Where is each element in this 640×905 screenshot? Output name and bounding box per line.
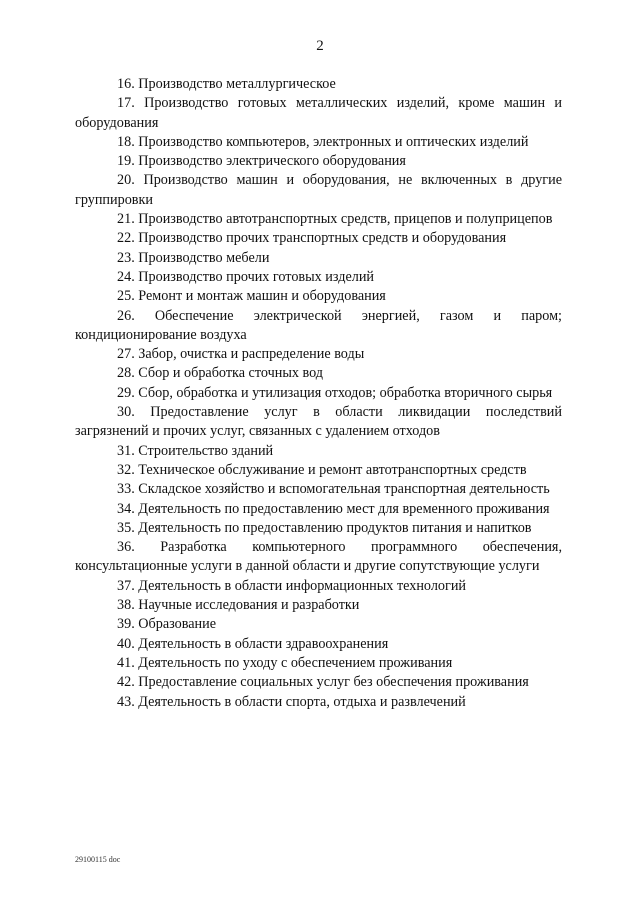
- list-item: 18. Производство компьютеров, электронных и оптических изделий: [117, 133, 529, 150]
- list-item: 35. Деятельность по предоставлению продуктов питания и напитков: [117, 519, 532, 536]
- list-item: 36. Разработка компьютерного программного обеспечения, консультационные услуги в данной области и другие сопутствующие услуги: [75, 539, 562, 575]
- list-item: 28. Сбор и обработка сточных вод: [117, 365, 324, 382]
- list-item: 24. Производство прочих готовых изделий: [117, 268, 375, 285]
- list-item: 42. Предоставление социальных услуг без обеспечения проживания: [117, 674, 529, 691]
- list-item: 39. Образование: [117, 616, 217, 633]
- list-item: 27. Забор, очистка и распределение воды: [117, 346, 365, 363]
- file-reference-footer: 29100115 doc: [75, 855, 121, 864]
- list-item: 40. Деятельность в области здравоохранения: [117, 635, 389, 652]
- list-item: 22. Производство прочих транспортных средств и оборудования: [117, 230, 507, 247]
- list-item: 37. Деятельность в области информационных технологий: [117, 577, 467, 594]
- list-item: 25. Ремонт и монтаж машин и оборудования: [117, 288, 386, 305]
- list-item: 31. Строительство зданий: [117, 442, 274, 459]
- list-item: 32. Техническое обслуживание и ремонт автотранспортных средств: [117, 461, 527, 478]
- list-item: 33. Складское хозяйство и вспомогательная транспортная деятельность: [117, 481, 550, 498]
- list-item: 34. Деятельность по предоставлению мест для временного проживания: [117, 500, 550, 517]
- list-item: 30. Предоставление услуг в области ликвидации последствий загрязнений и прочих услуг, связанных с удалением отходов: [75, 404, 562, 440]
- list-item: 26. Обеспечение электрической энергией, газом и паром; кондиционирование воздуха: [75, 307, 562, 343]
- list-item: 21. Производство автотранспортных средств, прицепов и полуприцепов: [117, 211, 553, 228]
- list-item: 29. Сбор, обработка и утилизация отходов; обработка вторичного сырья: [117, 384, 553, 401]
- list-item: 43. Деятельность в области спорта, отдыха и развлечений: [117, 693, 466, 710]
- list-item: 20. Производство машин и оборудования, не включенных в другие группировки: [75, 172, 562, 208]
- list-item: 41. Деятельность по уходу с обеспечением проживания: [117, 654, 453, 671]
- list-item: 17. Производство готовых металлических изделий, кроме машин и оборудования: [75, 95, 562, 131]
- page-number: 2: [316, 38, 324, 54]
- list-item: 23. Производство мебели: [117, 249, 270, 266]
- activity-list: [75, 75, 562, 712]
- list-item: 19. Производство электрического оборудования: [117, 153, 406, 170]
- list-item: 38. Научные исследования и разработки: [117, 597, 360, 614]
- list-item: 16. Производство металлургическое: [117, 76, 336, 92]
